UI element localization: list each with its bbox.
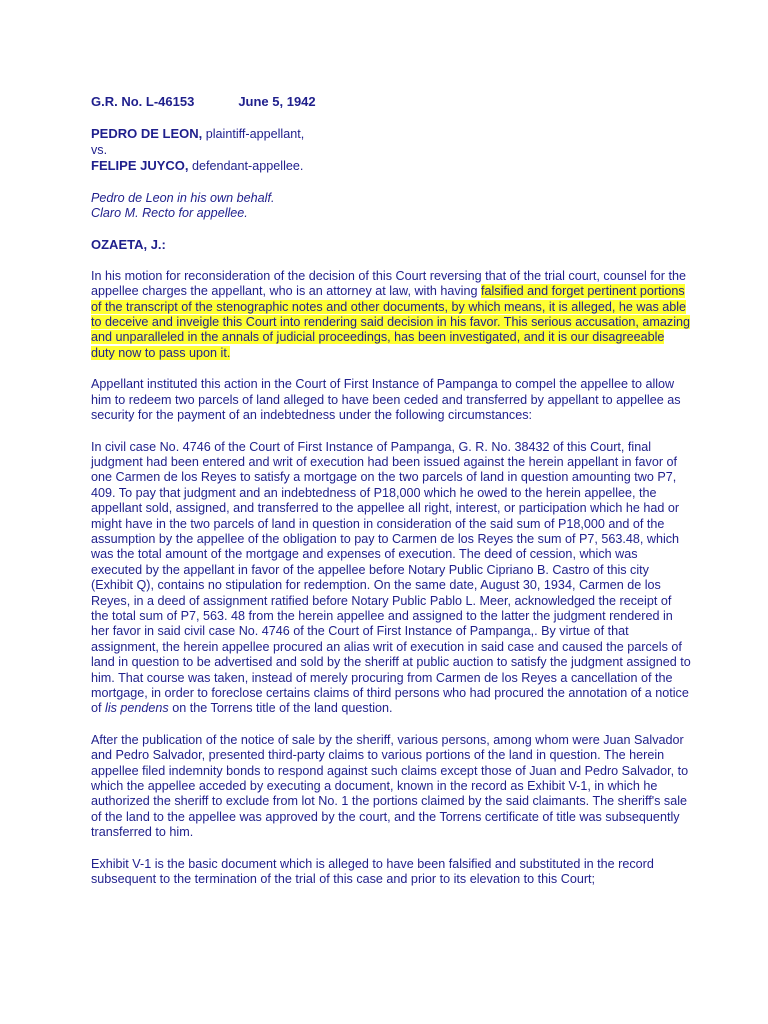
- gr-number: G.R. No. L-46153: [91, 94, 195, 109]
- paragraph-3-text: In civil case No. 4746 of the Court of First Instance of Pampanga, G. R. No. 38432 of this Court, final judgment had been entered and writ of execution had been issued against the herein appellant in favor of one Carmen de los Reyes to satisfy a mortgage on the two parcels of land in question amounting two P7, 409. To pay that judgment and an indebtedness of P18,000 which he owed to the herein appellee, the appellant sold, assigned, and transferred to the appellee all right, interest, or participation which he had or might have in the two parcels of land in question in consideration of the said sum of P18,000 and of the assumption by the appellee of the obligation to pay to Carmen de los Reyes the sum of P7, 563.48, which was the total amount of the mortgage and expenses of execution. The deed of cession, which was executed by the appellant in favor of the appellee before Notary Public Cipriano B. Castro of this city (Exhibit Q), contains no stipulation for redemption. On the same date, August 30, 1934, Carmen de los Reyes, in a deed of assignment ratified before Notary Public Pablo L. Meer, acknowledged the receipt of the total sum of P7, 563. 48 from the herein appellee and assigned to the latter the judgment rendered in her favor in said civil case No. 4746 of the Court of First Instance of Pampanga,. By virtue of that assignment, the herein appellee procured an alias writ of execution in said case and caused the parcels of land in question to be advertised and sold by the sheriff at public auction to satisfy the judgment assigned to him. That course was taken, instead of merely procuring from Carmen de los Reyes a cancellation of the mortgage, in order to foreclose certains claims of third persons who had procured the annotation of a notice of: [91, 439, 691, 716]
- decision-document: [91, 94, 691, 887]
- ponente: OZAETA, J.:: [91, 237, 166, 253]
- paragraph-2: Appellant instituted this action in the Court of First Instance of Pampanga to compel the appellee to allow him to redeem two parcels of land alleged to have been ceded and transferred by appellant to appellee as security for the payment of an indebtedness under the following circumstances:: [91, 377, 681, 423]
- plaintiff-role: plaintiff-appellant,: [202, 127, 305, 142]
- defendant-role: defendant-appellee.: [188, 159, 304, 174]
- counsel-appellee: Claro M. Recto for appellee.: [91, 206, 248, 221]
- paragraph-3-end: on the Torrens title of the land question.: [168, 701, 393, 716]
- paragraph-1-text: In his motion for reconsideration of the decision of this Court reversing that of the trial court, counsel for the appellee charges the appellant, who is an attorney at law, with having: [91, 268, 687, 299]
- lis-pendens-term: lis pendens: [105, 701, 169, 716]
- versus-text: vs.: [91, 142, 108, 157]
- paragraph-4: After the publication of the notice of sale by the sheriff, various persons, among whom were Juan Salvador and Pedro Salvador, presented third-party claims to various portions of the land in question. The herein appellee filed indemnity bonds to respond against such claims except those of Juan and Pedro Salvador, to which the appellee acceded by executing a document, known in the record as Exhibit V-1, in which he authorized the sheriff to exclude from lot No. 1 the portions claimed by the said claimants. The sheriff's sale of the land to the appellee was approved by the court, and the Torrens certificate of title was subsequently transferred to him.: [91, 732, 689, 840]
- plaintiff-name: PEDRO DE LEON,: [91, 126, 203, 142]
- counsel-block: [91, 191, 691, 222]
- paragraph-5: Exhibit V-1 is the basic document which is alleged to have been falsified and substituted in the record subsequent to the termination of the trial of this case and prior to its elevation to this Court;: [91, 856, 654, 887]
- case-header: [91, 94, 691, 109]
- counsel-appellant: Pedro de Leon in his own behalf.: [91, 190, 275, 205]
- paragraph-3: [91, 440, 691, 717]
- defendant-line: [91, 158, 691, 174]
- highlighted-passage: falsified and forget pertinent portions of the transcript of the stenographic notes and other documents, by which means, it is alleged, he was able to deceive and inveigle this Court into rendering said decision in his favor. This serious accusation, amazing and unparalleled in the annals of judicial proceedings, has been investigated, and it is our disagreeable duty now to pass upon it.: [91, 284, 691, 360]
- decision-date: June 5, 1942: [238, 94, 316, 109]
- paragraph-1: [91, 269, 691, 361]
- defendant-name: FELIPE JUYCO,: [91, 158, 189, 174]
- parties-block: [91, 126, 691, 174]
- plaintiff-line: [91, 126, 691, 142]
